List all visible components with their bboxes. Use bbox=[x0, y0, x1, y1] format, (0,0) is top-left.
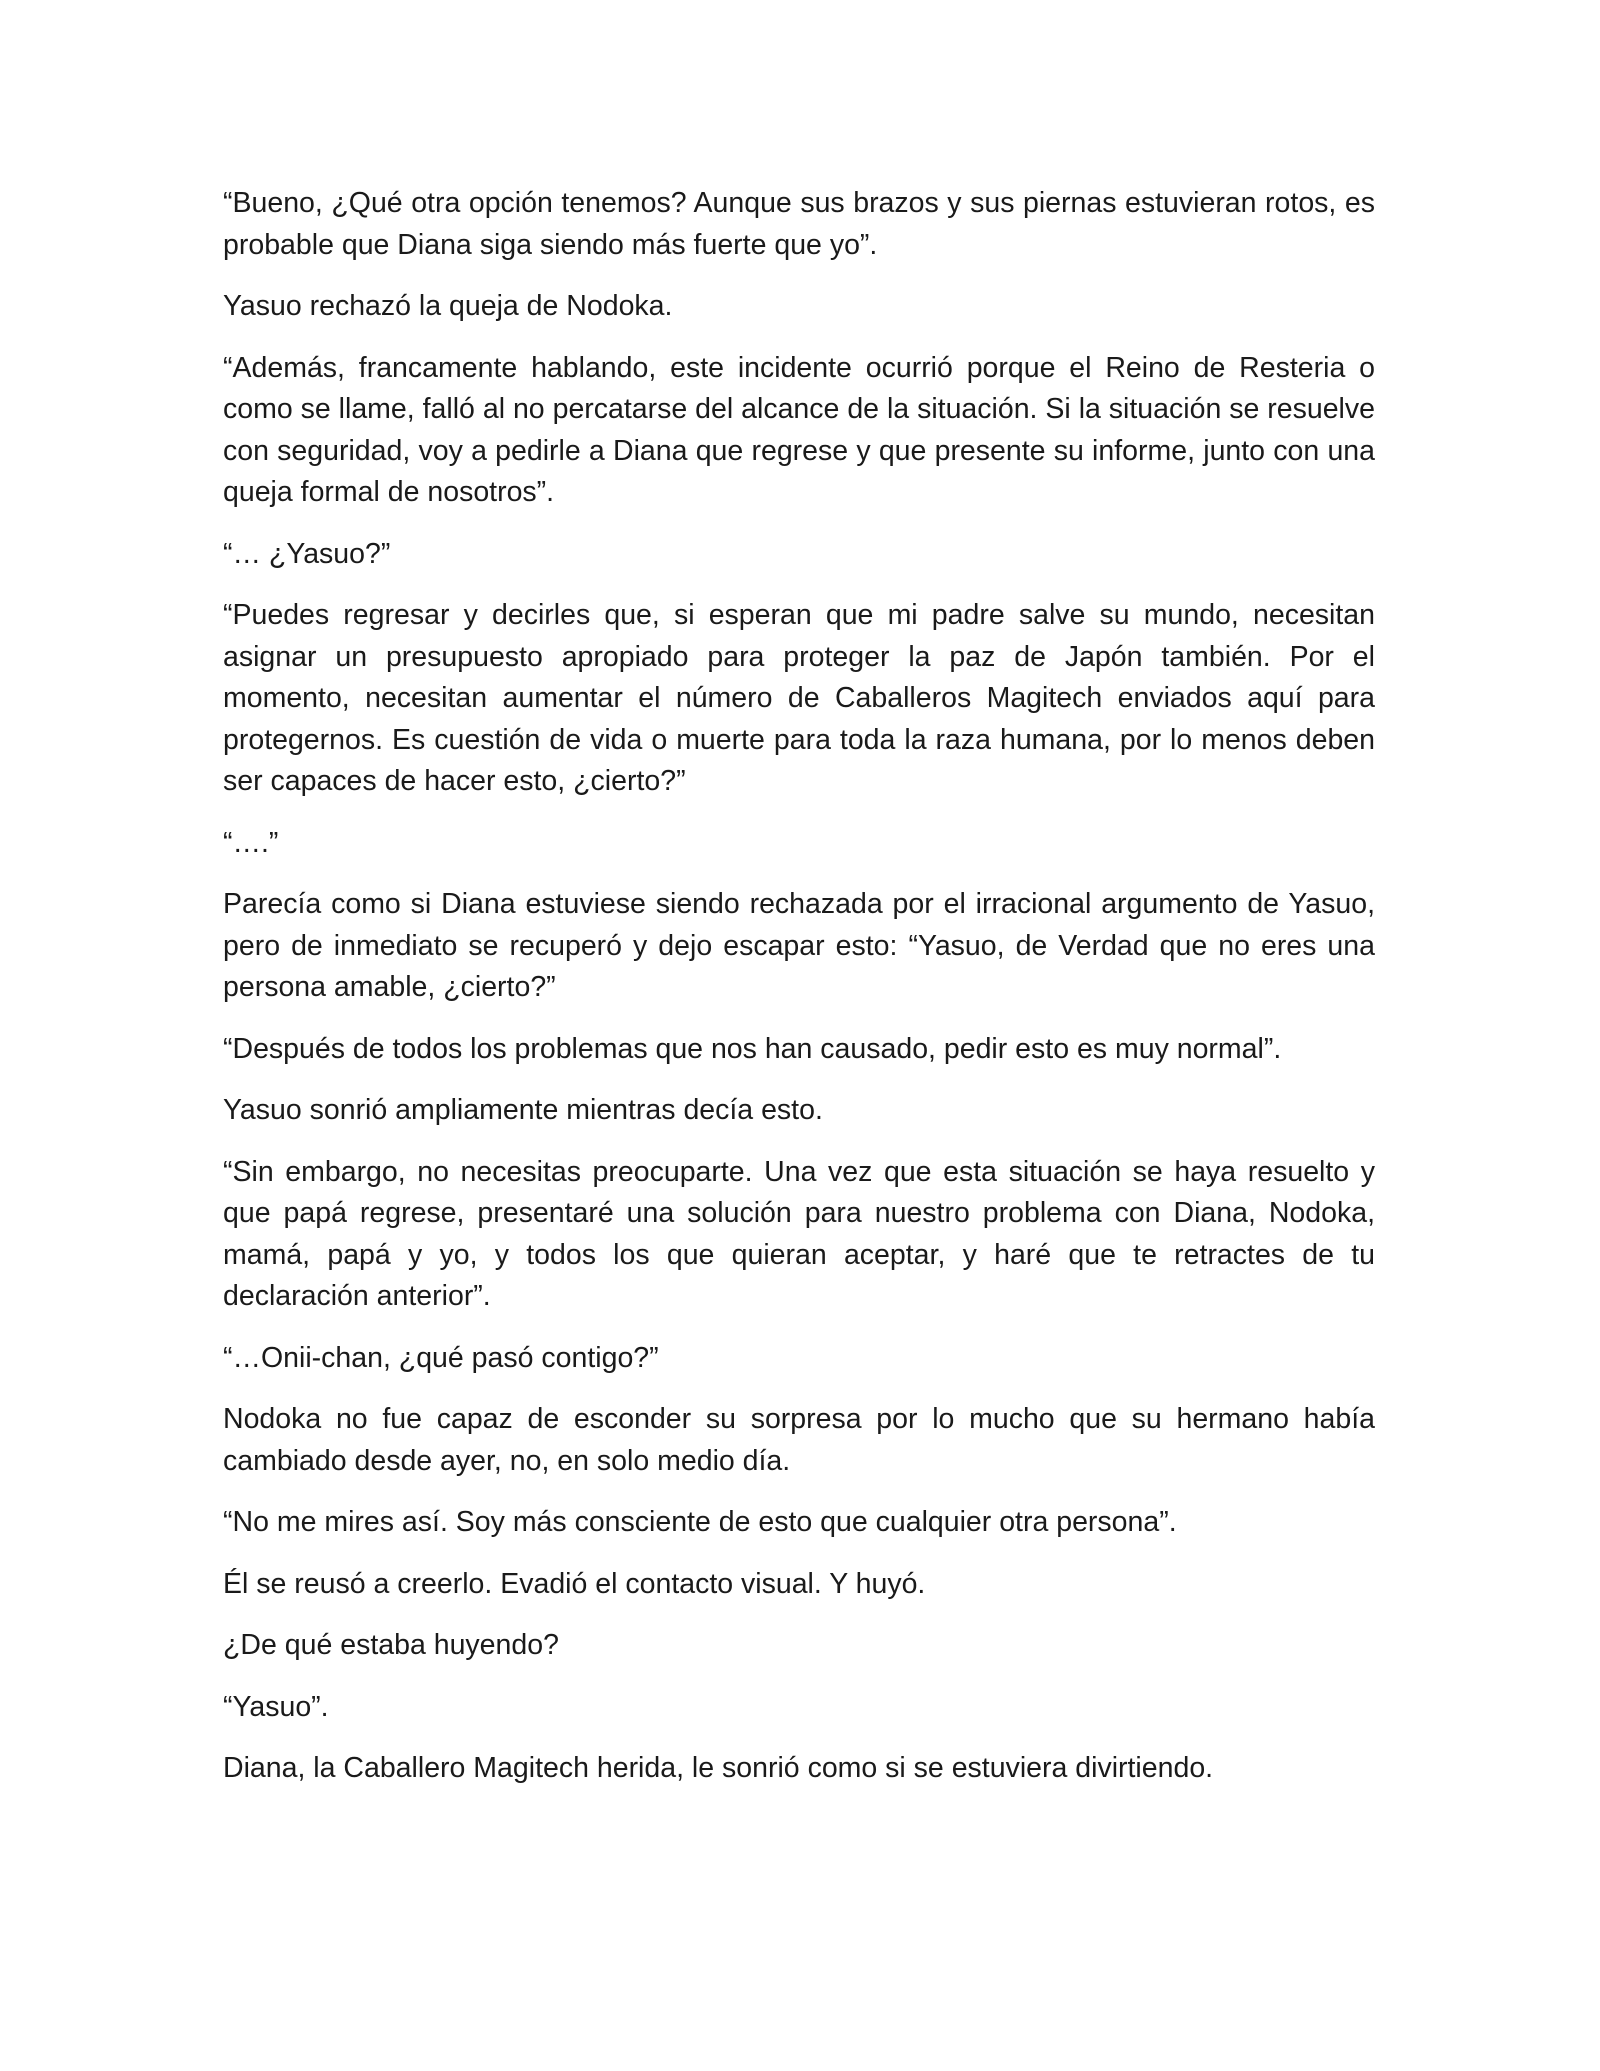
paragraph: “Puedes regresar y decirles que, si esperan que mi padre salve su mundo, necesitan asignar un presupuesto apropiado para proteger la paz de Japón también. Por el momento, necesitan aumentar el número de Caballeros Magitech enviados aquí para protegernos. Es cuestión de vida o muerte para toda la raza humana, por lo menos deben ser capaces de hacer esto, ¿cierto?” bbox=[223, 599, 1375, 797]
paragraph: Yasuo rechazó la queja de Nodoka. bbox=[223, 290, 673, 322]
paragraph: Parecía como si Diana estuviese siendo rechazada por el irracional argumento de Yasuo, pero de inmediato se recuperó y dejo escapar esto: “Yasuo, de Verdad que no eres una persona amable, ¿cierto?” bbox=[223, 888, 1375, 1003]
paragraph: “…Onii-chan, ¿qué pasó contigo?” bbox=[223, 1341, 659, 1374]
paragraph: “Yasuo”. bbox=[223, 1690, 329, 1723]
paragraph: Él se reusó a creerlo. Evadió el contacto visual. Y huyó. bbox=[223, 1567, 926, 1600]
paragraph: “….” bbox=[223, 826, 279, 859]
paragraph: “No me mires así. Soy más consciente de esto que cualquier otra persona”. bbox=[223, 1506, 1177, 1538]
paragraph: Nodoka no fue capaz de esconder su sorpresa por lo mucho que su hermano había cambiado desde ayer, no, en solo medio día. bbox=[223, 1403, 1375, 1477]
paragraph: “… ¿Yasuo?” bbox=[223, 537, 391, 570]
paragraph: “Además, francamente hablando, este incidente ocurrió porque el Reino de Resteria o como se llame, falló al no percatarse del alcance de la situación. Si la situación se resuelve con seguridad, voy a pedirle a Diana que regrese y que presente su informe, junto con una queja formal de nosotros”. bbox=[223, 351, 1375, 508]
paragraph: “Después de todos los problemas que nos han causado, pedir esto es muy normal”. bbox=[223, 1032, 1282, 1065]
paragraph: “Sin embargo, no necesitas preocuparte. Una vez que esta situación se haya resuelto y que papá regrese, presentaré una solución para nuestro problema con Diana, Nodoka, mamá, papá y yo, y todos los que quieran aceptar, y haré que te retractes de tu declaración anterior”. bbox=[223, 1155, 1375, 1312]
paragraph: Yasuo sonrió ampliamente mientras decía esto. bbox=[223, 1094, 823, 1126]
paragraph: “Bueno, ¿Qué otra opción tenemos? Aunque sus brazos y sus piernas estuvieran rotos, es probable que Diana siga siendo más fuerte que yo”. bbox=[223, 187, 1375, 261]
paragraph: ¿De qué estaba huyendo? bbox=[223, 1629, 559, 1661]
paragraph: Diana, la Caballero Magitech herida, le sonrió como si se estuviera divirtiendo. bbox=[223, 1752, 1214, 1784]
body-text bbox=[223, 183, 1375, 1810]
